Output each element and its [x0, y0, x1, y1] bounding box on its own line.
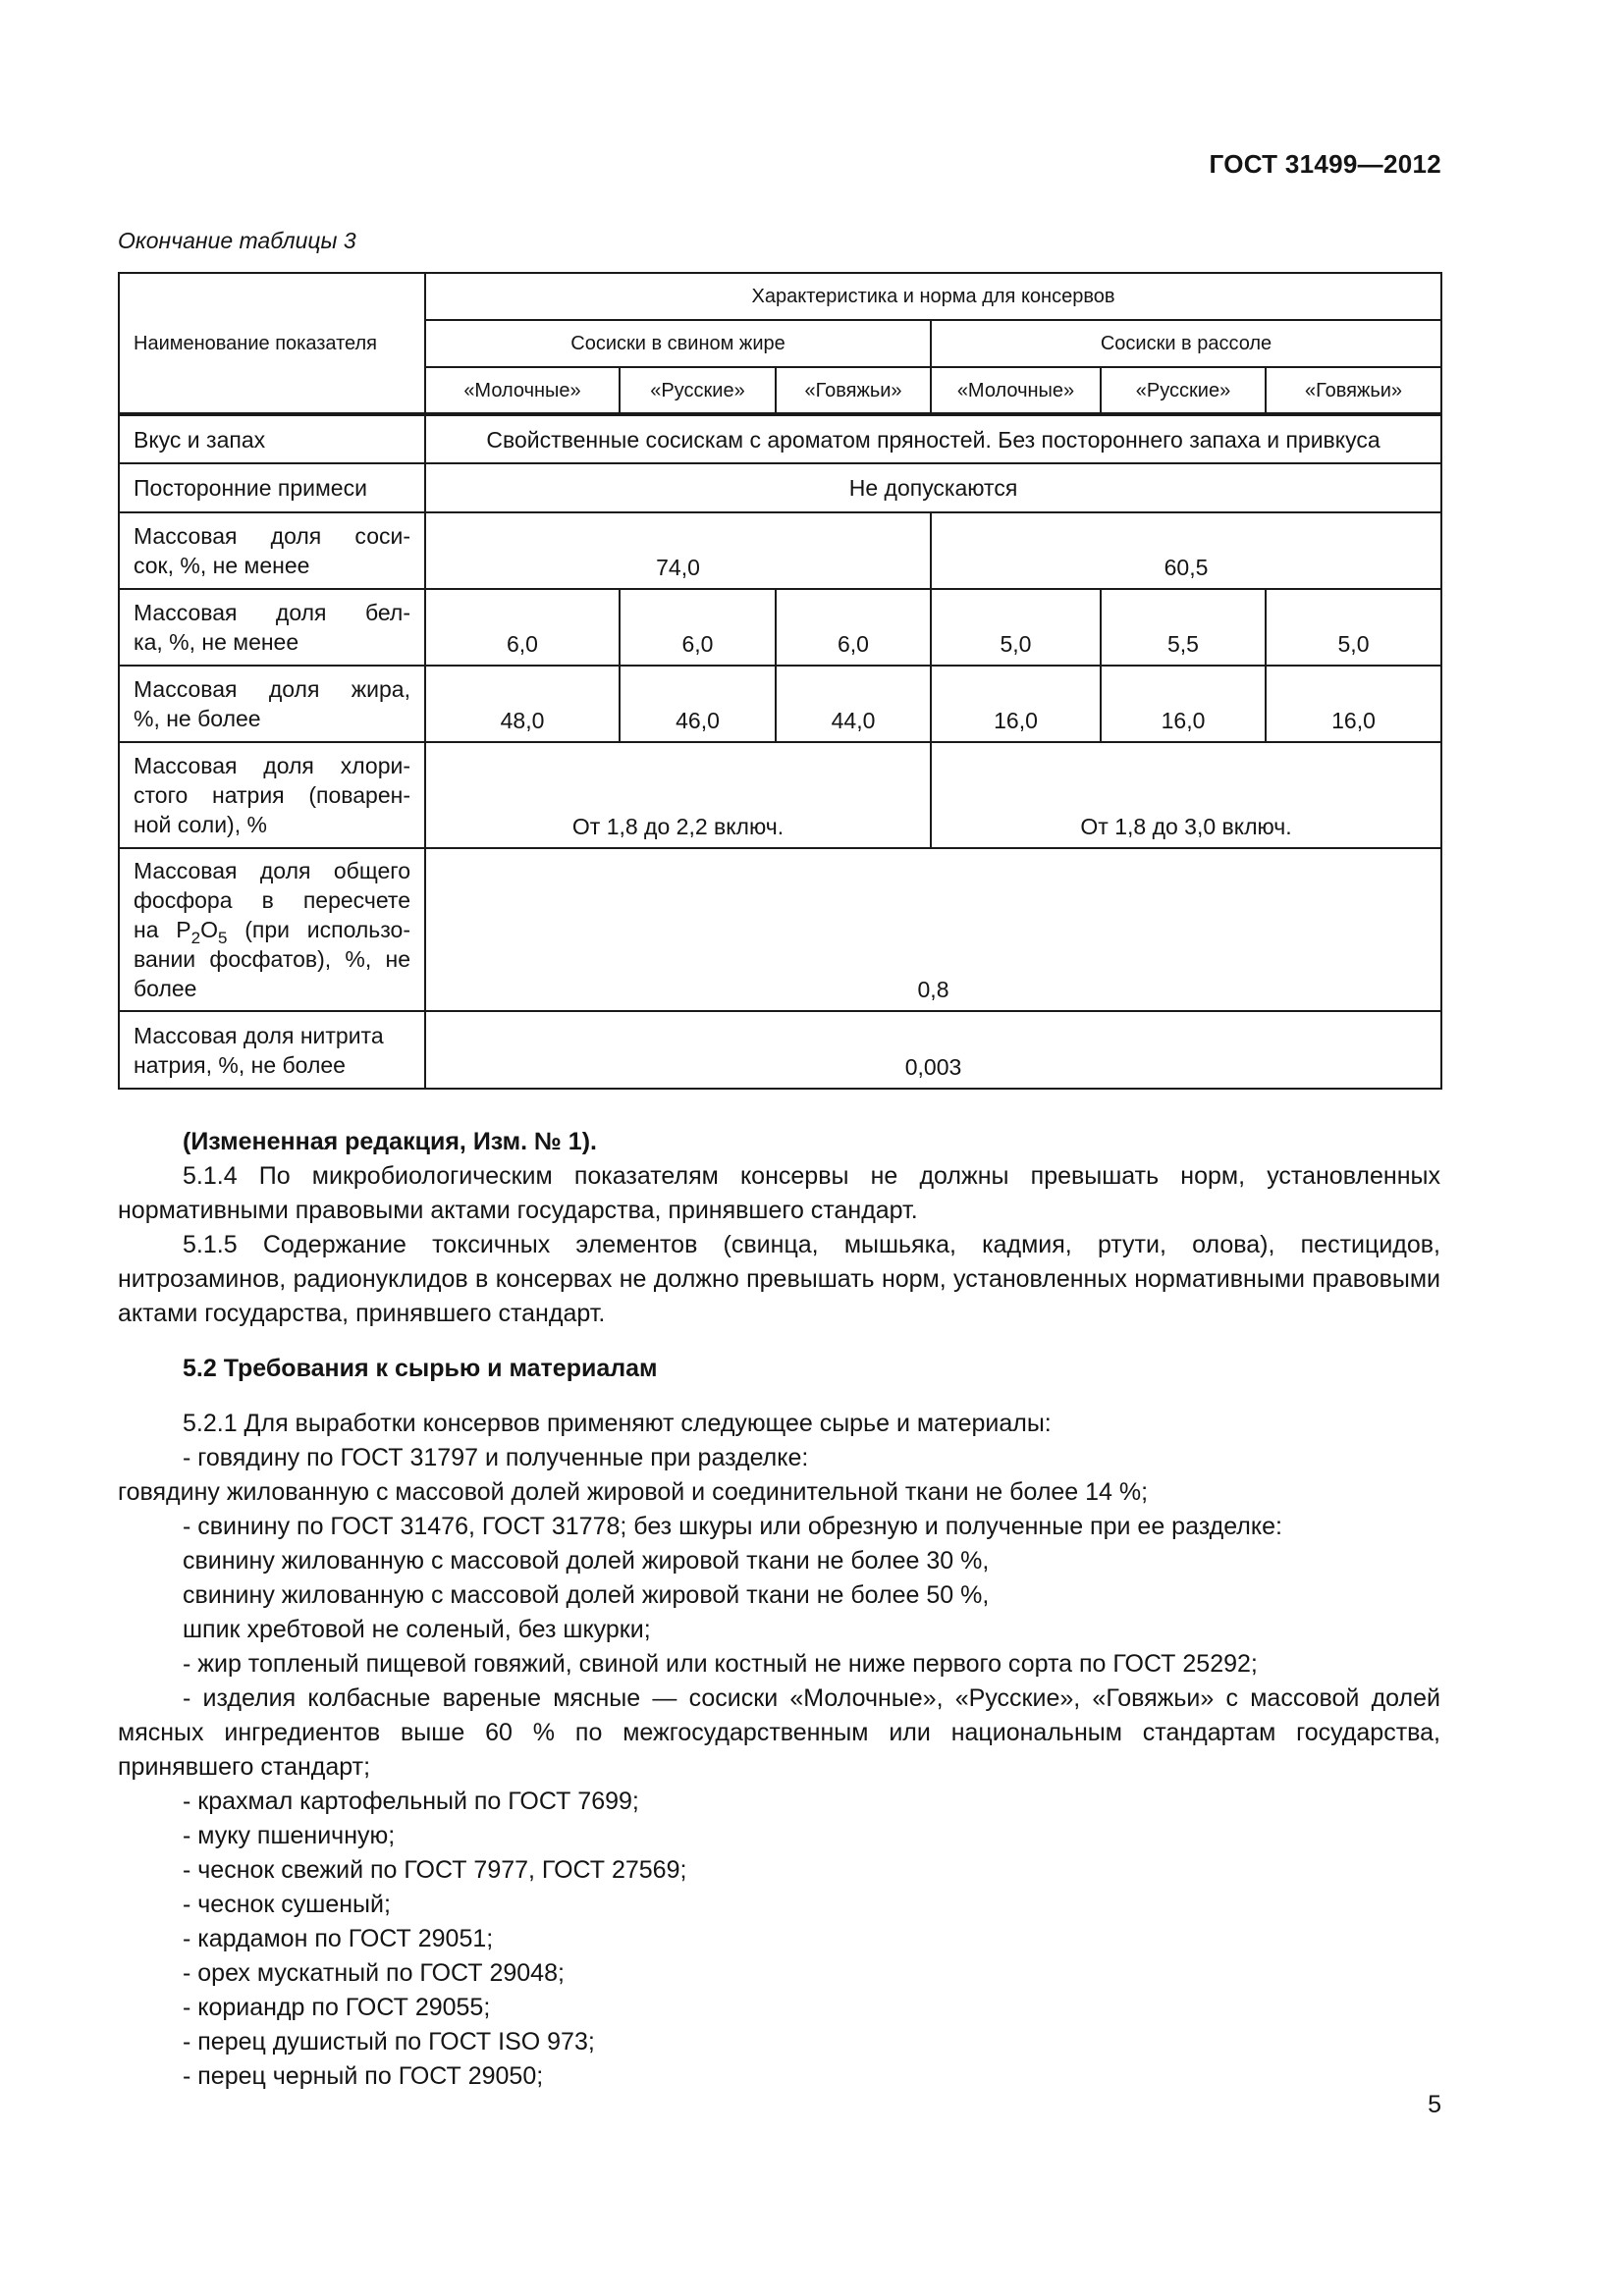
col-header-name: Наименование показателя [119, 273, 425, 414]
row-name-line: %, не более [134, 706, 261, 731]
row-name-line: Массовая доля общего [134, 858, 410, 883]
subscript: 5 [217, 929, 228, 947]
table-caption: Окончание таблицы 3 [118, 228, 356, 253]
row-name-part: на P [134, 917, 191, 942]
body-text [118, 1125, 1440, 2094]
row-name [119, 666, 425, 742]
row-name-line: сок, %, не менее [134, 553, 310, 578]
row-value: 6,0 [776, 589, 931, 666]
row-name-line: вании фосфатов), %, не [134, 946, 410, 972]
row-name-part: (при использо- [227, 917, 410, 942]
row-name-part: O [200, 917, 218, 942]
document-id: ГОСТ 31499—2012 [1209, 149, 1441, 179]
list-item: - кориандр по ГОСТ 29055; [183, 1994, 491, 2021]
list-item: - изделия колбасные вареные мясные — сосиски «Молочные», «Русские», «Говяжьи» с массовой долей мясных ингредиентов выше 60 % по межгосударственным или национальным стандартам государства, принявшего стандарт; [118, 1684, 1440, 1781]
row-name-line: Массовая доля соси- [134, 523, 410, 549]
row-name-line: Массовая доля бел- [134, 600, 410, 625]
row-value: 0,8 [425, 848, 1441, 1011]
list-item: - крахмал картофельный по ГОСТ 7699; [183, 1788, 639, 1815]
row-value: 5,0 [931, 589, 1101, 666]
row-name-line: ка, %, не менее [134, 629, 299, 655]
row-name: Посторонние примеси [119, 463, 425, 512]
paragraph-5-2-1: 5.2.1 Для выработки консервов применяют следующее сырье и материалы: [183, 1410, 1052, 1437]
row-value: 5,0 [1266, 589, 1441, 666]
row-name-line: Массовая доля нитрита [134, 1022, 384, 1048]
paragraph-5-1-5: 5.1.5 Содержание токсичных элементов (свинца, мышьяка, кадмия, ртути, олова), пестицидов, нитрозаминов, радионуклидов в консервах не должно превышать норм, установленных нормативными правовыми актами государства, принявшего стандарт. [118, 1231, 1440, 1327]
row-value: 6,0 [425, 589, 620, 666]
list-item: - говядину по ГОСТ 31797 и полученные при разделке: [183, 1444, 809, 1471]
row-name [119, 742, 425, 848]
paragraph-5-1-4: 5.1.4 По микробиологическим показателям консервы не должны превышать норм, установленных нормативными правовыми актами государства, принявшего стандарт. [118, 1162, 1440, 1224]
row-value: 74,0 [425, 512, 931, 589]
list-item: говядину жилованную с массовой долей жировой и соединительной ткани не более 14 %; [118, 1478, 1149, 1506]
row-name [119, 1011, 425, 1089]
subscript: 2 [190, 929, 201, 947]
list-item: - орех мускатный по ГОСТ 29048; [183, 1959, 565, 1987]
row-value: 0,003 [425, 1011, 1441, 1089]
table-row [119, 589, 1441, 666]
list-item: - чеснок свежий по ГОСТ 7977, ГОСТ 27569; [183, 1856, 687, 1884]
row-value: Свойственные сосискам с ароматом пряностей. Без постороннего запаха и привкуса [425, 414, 1441, 463]
row-name-line [134, 915, 410, 947]
row-name-line: Массовая доля жира, [134, 676, 410, 702]
row-name [119, 589, 425, 666]
list-item: - чеснок сушеный; [183, 1891, 391, 1918]
row-name [119, 848, 425, 1011]
row-name [119, 512, 425, 589]
row-name-line: Массовая доля хлори- [134, 753, 410, 778]
row-value: 44,0 [776, 666, 931, 742]
sub-header-molochnye: «Молочные» [931, 367, 1101, 414]
list-item: свинину жилованную с массовой долей жировой ткани не более 30 %, [183, 1547, 990, 1575]
row-value: 46,0 [620, 666, 776, 742]
table-row [119, 414, 1441, 463]
row-value: 60,5 [931, 512, 1441, 589]
row-name-line: натрия, %, не более [134, 1051, 346, 1078]
row-name-line: ной соли), % [134, 812, 267, 837]
sub-header-russkie: «Русские» [1101, 367, 1266, 414]
row-name-line: фосфора в пересчете [134, 887, 410, 913]
row-value: От 1,8 до 2,2 включ. [425, 742, 931, 848]
row-value: 16,0 [931, 666, 1101, 742]
sub-header-molochnye: «Молочные» [425, 367, 620, 414]
list-item: - кардамон по ГОСТ 29051; [183, 1925, 494, 1952]
section-heading-5-2: 5.2 Требования к сырью и материалам [183, 1355, 658, 1382]
group-header-brine: Сосиски в рассоле [931, 320, 1441, 367]
list-item: - перец черный по ГОСТ 29050; [183, 2062, 544, 2090]
group-header-pork-fat: Сосиски в свином жире [425, 320, 931, 367]
list-item: - муку пшеничную; [183, 1822, 396, 1849]
row-name-line: стого натрия (поварен- [134, 782, 410, 808]
table-row [119, 1011, 1441, 1089]
sub-header-govyazhi: «Говяжьи» [776, 367, 931, 414]
table-row [119, 512, 1441, 589]
row-value: Не допускаются [425, 463, 1441, 512]
row-name: Вкус и запах [119, 414, 425, 463]
table-3 [118, 272, 1442, 1090]
row-value: 5,5 [1101, 589, 1266, 666]
header-row-1 [119, 273, 1441, 320]
row-value: 16,0 [1101, 666, 1266, 742]
row-value: 16,0 [1266, 666, 1441, 742]
list-item: - жир топленый пищевой говяжий, свиной или костный не ниже первого сорта по ГОСТ 25292; [183, 1650, 1258, 1678]
table-row [119, 742, 1441, 848]
table-row [119, 463, 1441, 512]
amendment-note: (Измененная редакция, Изм. № 1). [183, 1128, 597, 1155]
page-number: 5 [1428, 2091, 1441, 2118]
col-header-characteristic: Характеристика и норма для консервов [425, 273, 1441, 320]
sub-header-govyazhi: «Говяжьи» [1266, 367, 1441, 414]
table-row [119, 848, 1441, 1011]
row-name-line: более [134, 976, 197, 1001]
list-item: - перец душистый по ГОСТ ISO 973; [183, 2028, 595, 2056]
sub-header-russkie: «Русские» [620, 367, 776, 414]
list-item: свинину жилованную с массовой долей жировой ткани не более 50 %, [183, 1581, 990, 1609]
row-value: От 1,8 до 3,0 включ. [931, 742, 1441, 848]
row-value: 6,0 [620, 589, 776, 666]
list-item: шпик хребтовой не соленый, без шкурки; [183, 1616, 651, 1643]
row-value: 48,0 [425, 666, 620, 742]
table-row [119, 666, 1441, 742]
list-item: - свинину по ГОСТ 31476, ГОСТ 31778; без шкуры или обрезную и полученные при ее разделке: [183, 1513, 1282, 1540]
